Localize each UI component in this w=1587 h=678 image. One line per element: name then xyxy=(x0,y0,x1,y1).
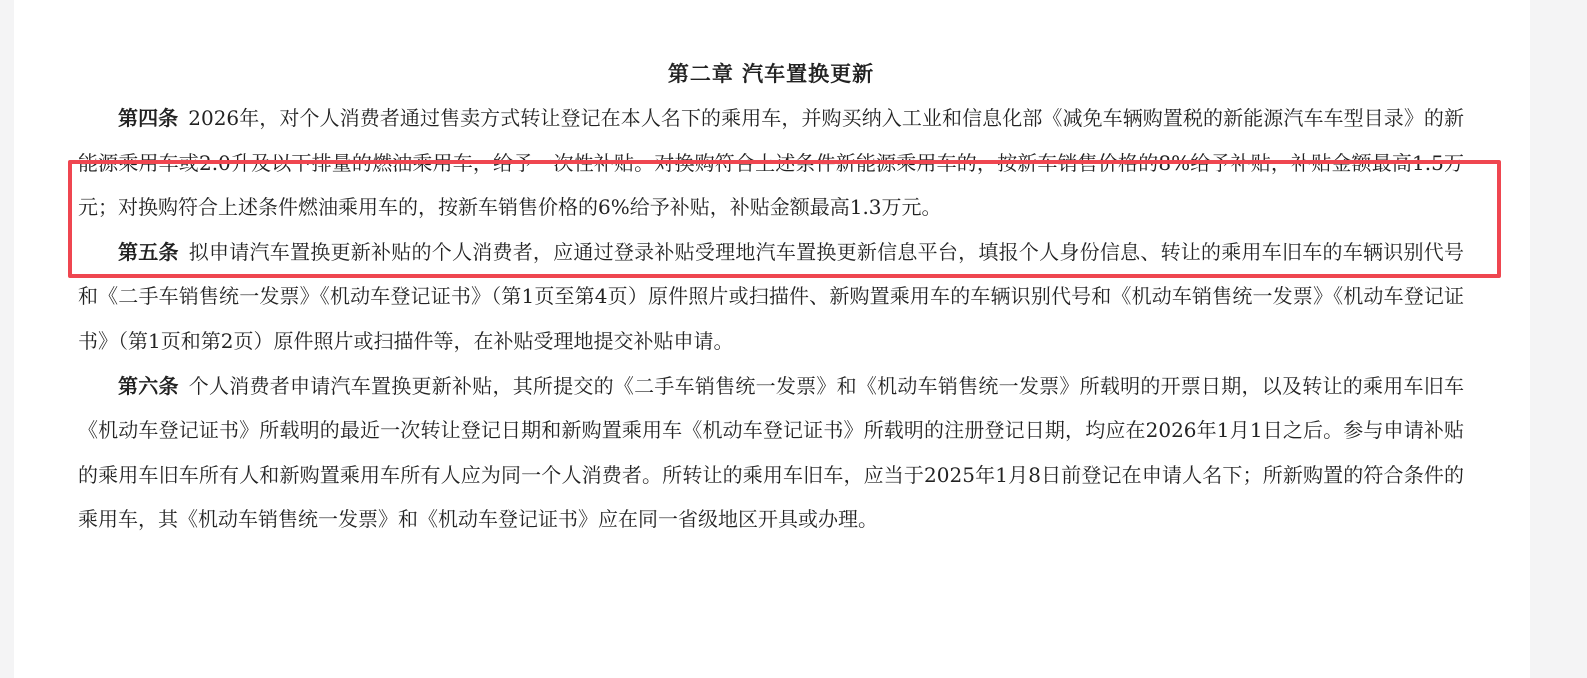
article-6-text: 个人消费者申请汽车置换更新补贴，其所提交的《二手车销售统一发票》和《机动车销售统一发票》所载明的开票日期，以及转让的乘用车旧车《机动车登记证书》所载明的最近一次转让登记日期和新购置乘用车《机动车登记证书》所载明的注册登记日期，均应在2026年1月1日之后。参与申请补贴的乘用车旧车所有人和新购置乘用车所有人应为同一个人消费者。所转让的乘用车旧车，应当于2025年1月8日前登记在申请人名下；所新购置的符合条件的乘用车，其《机动车销售统一发票》和《机动车登记证书》应在同一省级地区开具或办理。 xyxy=(78,373,1465,532)
article-4 xyxy=(78,96,1464,230)
article-6 xyxy=(78,364,1464,542)
chapter-title: 第二章 汽车置换更新 xyxy=(667,61,875,86)
document-page xyxy=(14,0,1530,678)
article-5-number: 第五条 xyxy=(118,239,179,264)
article-6-number: 第六条 xyxy=(118,373,179,398)
article-5-text: 拟申请汽车置换更新补贴的个人消费者，应通过登录补贴受理地汽车置换更新信息平台，填报个人身份信息、转让的乘用车旧车的车辆识别代号和《二手车销售统一发票》《机动车登记证书》（第1页至第4页）原件照片或扫描件、新购置乘用车的车辆识别代号和《机动车销售统一发票》《机动车登记证书》（第1页和第2页）原件照片或扫描件等，在补贴受理地提交补贴申请。 xyxy=(78,239,1465,353)
article-5 xyxy=(78,230,1464,364)
document-body xyxy=(78,52,1464,542)
article-4-number: 第四条 xyxy=(118,106,179,130)
article-4-text: 2026年，对个人消费者通过售卖方式转让登记在本人名下的乘用车，并购买纳入工业和信息化部《减免车辆购置税的新能源汽车车型目录》的新能源乘用车或2.0升及以下排量的燃油乘用车，给予一次性补贴。对换购符合上述条件新能源乘用车的，按新车销售价格的8%给予补贴，补贴金额最高1.5万元；对换购符合上述条件燃油乘用车的，按新车销售价格的6%给予补贴，补贴金额最高1.3万元。 xyxy=(78,106,1465,220)
